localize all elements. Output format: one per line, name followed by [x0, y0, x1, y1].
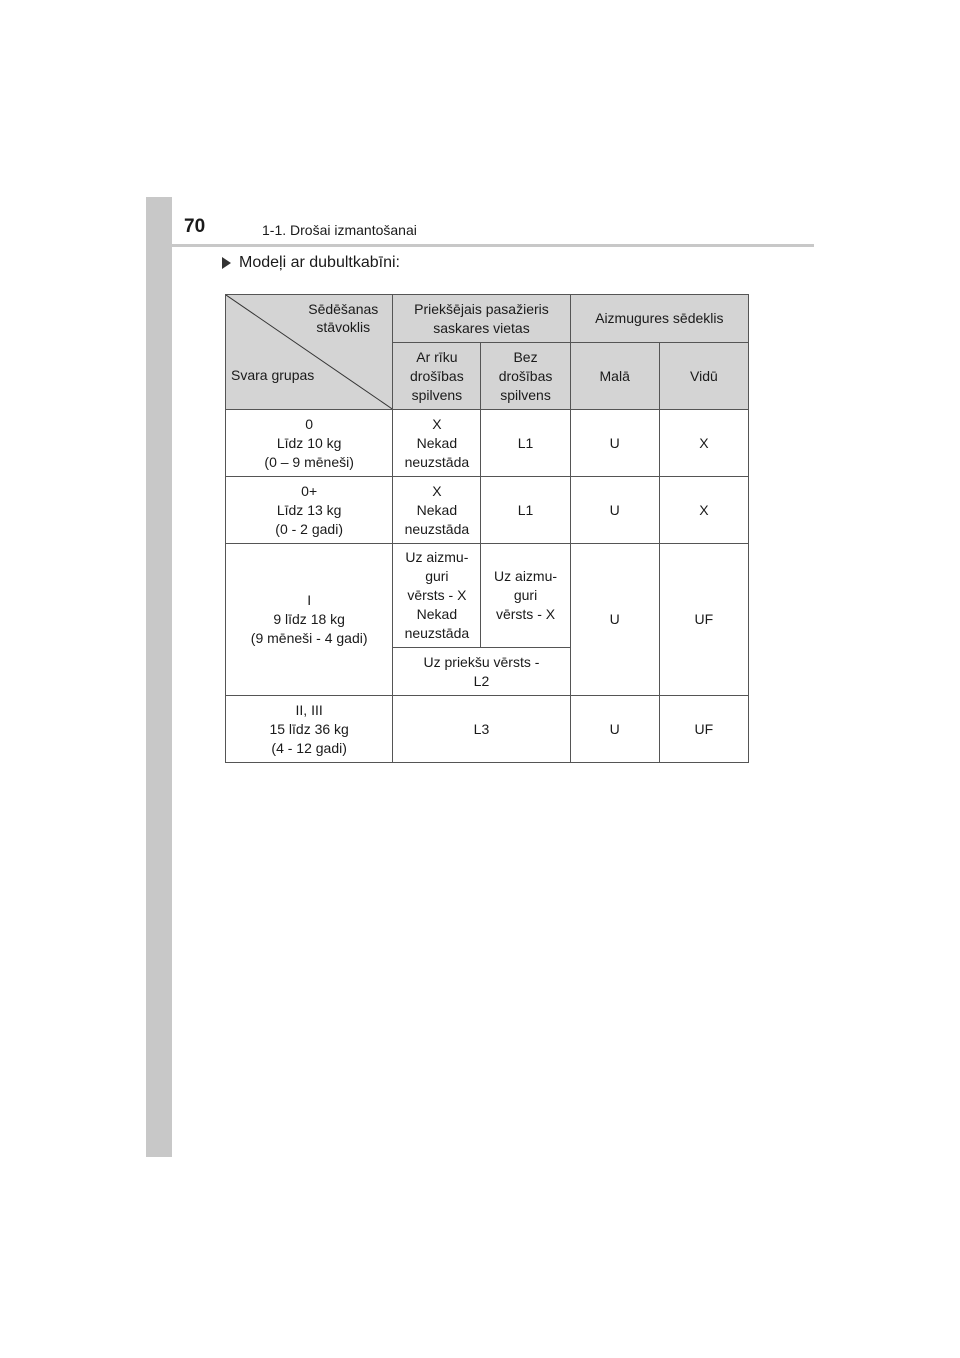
center-cell: X: [659, 410, 748, 477]
outboard-cell: U: [570, 544, 659, 696]
corner-header: [226, 295, 393, 410]
corner-top-label: Sēdēšanas stāvoklis: [308, 301, 379, 335]
outboard-cell: U: [570, 410, 659, 477]
with-airbag-cell: X Nekad neuzstāda: [393, 477, 481, 544]
without-airbag-cell: Uz aizmu- guri vērsts - X: [481, 544, 570, 648]
subheading-text: Modeļi ar dubultkabīni:: [239, 254, 400, 271]
outboard-cell: U: [570, 477, 659, 544]
center-cell: UF: [659, 544, 748, 696]
table-row: [226, 410, 749, 477]
triangle-bullet-icon: [222, 257, 231, 269]
weight-group-cell: II, III 15 līdz 36 kg (4 - 12 gadi): [226, 696, 393, 763]
without-airbag-cell: L1: [481, 477, 570, 544]
without-airbag-cell: L1: [481, 410, 570, 477]
section-title: 1-1. Drošai izmantošanai: [262, 222, 417, 238]
center-cell: UF: [659, 696, 748, 763]
corner-bottom-label: Svara grupas: [231, 367, 315, 383]
front-passenger-cell: L3: [393, 696, 570, 763]
with-airbag-cell: X Nekad neuzstāda: [393, 410, 481, 477]
with-airbag-header: Ar rīku drošības spilvens: [393, 343, 481, 410]
child-seat-table: [225, 294, 749, 763]
forward-facing-cell: Uz priekšu vērsts - L2: [393, 648, 570, 696]
table-row: [226, 477, 749, 544]
center-header: Vidū: [659, 343, 748, 410]
table-row: [226, 544, 749, 648]
front-passenger-header: Priekšējais pasažieris saskares vietas: [393, 295, 570, 343]
weight-group-cell: I 9 līdz 18 kg (9 mēneši - 4 gadi): [226, 544, 393, 696]
weight-group-cell: 0+ Līdz 13 kg (0 - 2 gadi): [226, 477, 393, 544]
without-airbag-header: Bez drošības spilvens: [481, 343, 570, 410]
side-tab-strip: [146, 197, 172, 1157]
table-row: [226, 696, 749, 763]
weight-group-cell: 0 Līdz 10 kg (0 – 9 mēneši): [226, 410, 393, 477]
header-rule: [146, 244, 814, 247]
subheading: [222, 254, 400, 272]
rear-seat-header: Aizmugures sēdeklis: [570, 295, 748, 343]
outboard-header: Malā: [570, 343, 659, 410]
with-airbag-cell: Uz aizmu- guri vērsts - X Nekad neuzstāda: [393, 544, 481, 648]
page-number: 70: [184, 216, 206, 237]
outboard-cell: U: [570, 696, 659, 763]
center-cell: X: [659, 477, 748, 544]
